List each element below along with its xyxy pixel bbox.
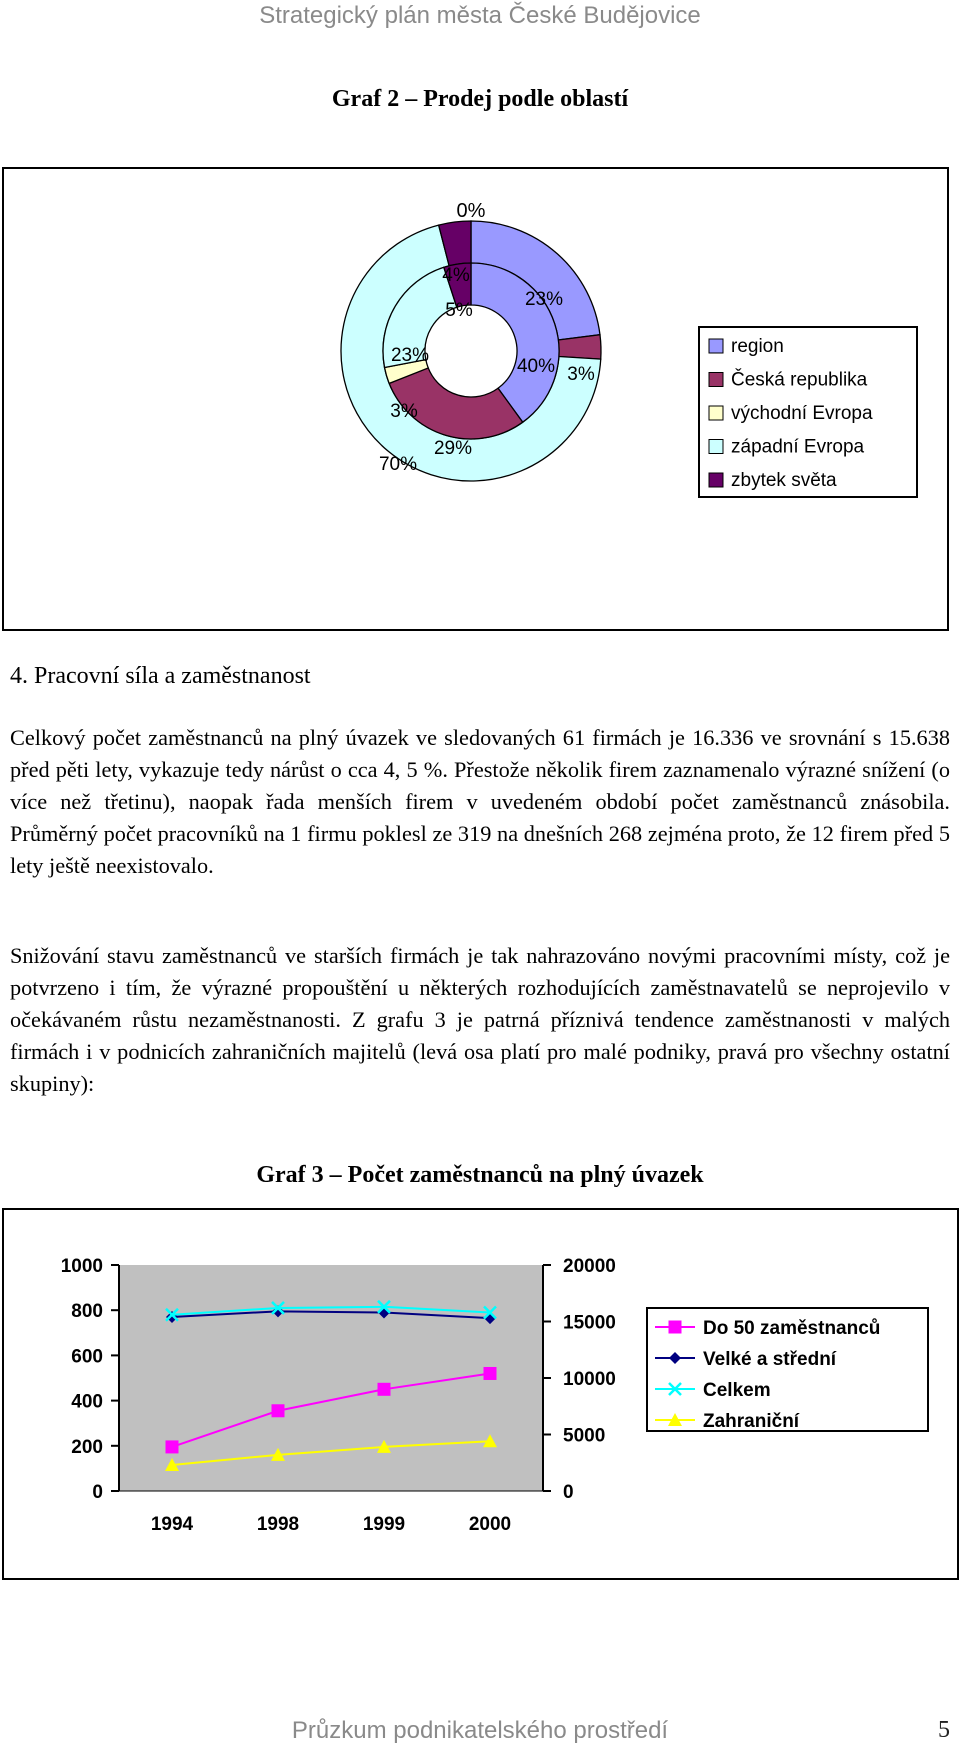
running-footer: Průzkum podnikatelského prostředí [291,1717,669,1744]
plot-area [119,1265,543,1491]
legend-swatch [709,440,723,454]
legend-label: východní Evropa [731,403,873,424]
x-tick-label: 1999 [362,1514,406,1535]
right-tick-label: 15000 [563,1312,616,1334]
x-tick-label: 1998 [256,1514,300,1535]
legend-label: Do 50 zaměstnanců [703,1318,881,1339]
series-1-point [166,1441,178,1453]
graph2-frame [2,167,949,631]
legend-label: Celkem [703,1380,771,1401]
right-tick-label: 20000 [563,1256,616,1277]
left-tick-label: 0 [92,1482,103,1503]
legend-swatch [709,373,723,387]
donut-outer-label: 3% [567,364,595,385]
legend-label: západní Evropa [731,436,865,458]
series-1-point [484,1367,496,1379]
right-tick-label: 5000 [563,1425,606,1447]
left-tick-label: 800 [71,1301,103,1323]
section-title: 4. Pracovní síla a zaměstnanost [10,663,311,689]
legend-label: Zahraniční [703,1411,800,1432]
legend-swatch [709,473,723,487]
donut-inner-label: 23% [390,345,430,366]
donut-top-label: 0% [456,200,486,222]
donut-outer-label: 23% [524,289,564,310]
x-tick-label: 1994 [150,1514,194,1535]
legend-label: region [731,336,784,357]
legend-marker [669,1321,681,1333]
legend-label: Česká republika [731,369,868,391]
page-number: 5 [938,1717,950,1743]
right-tick-label: 0 [563,1482,574,1503]
legend-swatch [709,339,723,353]
graph3-caption: Graf 3 – Počet zaměstnanců na plný úvazek [256,1162,704,1188]
running-header: Strategický plán města České Budějovice [259,2,701,29]
left-tick-label: 600 [71,1346,103,1368]
series-1-point [378,1383,390,1395]
left-tick-label: 1000 [60,1256,103,1277]
donut-inner-label: 40% [516,356,556,377]
x-tick-label: 2000 [468,1514,512,1535]
legend-label: Velké a střední [703,1349,837,1370]
left-tick-label: 200 [71,1436,103,1458]
donut-outer-label: 4% [442,265,470,286]
graph2-caption: Graf 2 – Prodej podle oblastí [331,86,629,112]
legend-label: zbytek světa [731,470,837,491]
donut-inner-label: 5% [445,300,473,321]
donut-chart [4,169,947,629]
legend-swatch [709,406,723,420]
left-tick-label: 400 [71,1391,103,1413]
graph3-frame [2,1208,959,1580]
donut-inner-label: 3% [390,401,418,422]
paragraph-1: Celkový počet zaměstnanců na plný úvazek ve sledovaných 61 firmách je 16.336 ve srovnání s 15.638 před pěti lety, vykazuje tedy nárůst o cca 4, 5 %. Přestože několik firem zaznamenalo výrazné snížení (o více než třetinu), naopak řada menších firem v uvedeném období počet zaměstnanců znásobila. Průměrný počet pracovníků na 1 firmu poklesl ze 319 na dnešních 268 zejména proto, že 12 firem před 5 lety ještě neexistovalo. [10,725,950,878]
line-chart [4,1210,957,1578]
series-1-point [272,1405,284,1417]
donut-inner-label: 29% [433,438,473,459]
donut-outer-label: 70% [378,454,418,475]
right-tick-label: 10000 [563,1369,616,1390]
paragraph-2: Snižování stavu zaměstnanců ve starších firmách je tak nahrazováno novými pracovními místy, což je potvrzeno i tím, že výrazné propouštění u některých rozhodujících zaměstnavatelů se neprojevilo v očekávaném růstu nezaměstnanosti. Z grafu 3 je patrná příznivá tendence zaměstnanosti v malých firmách i v podnicích zahraničních majitelů (levá osa platí pro malé podniky, pravá pro všechny ostatní skupiny): [10,943,950,1096]
